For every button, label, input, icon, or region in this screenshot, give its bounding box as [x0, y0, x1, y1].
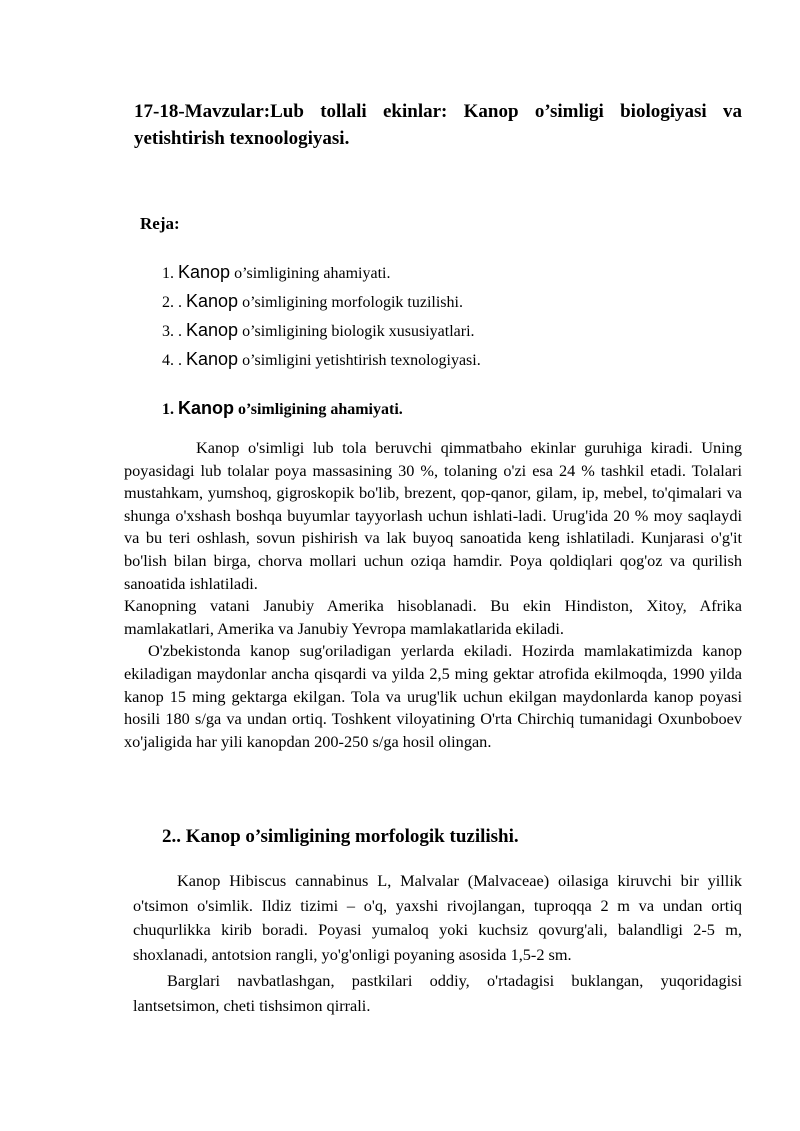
plan-item-text: o’simligini yetishtirish texnologiyasi.: [238, 352, 481, 369]
paragraph: Kanop Hibiscus cannabinus L, Malvalar (Malvaceae) oilasiga kiruvchi bir yillik o'tsimon o'simlik. Ildiz tizimi – o'q, yaxshi rivojlangan, tuproqqa 2 m va undan ortiq chuqurlikka kirib boradi. Poyasi yumaloq yoki kuchsiz qovurg'ali, balandligi 2-5 m, shoxlanadi, antotsion rangli, yo'g'onligi poyaning asosida 1,5-2 sm.: [133, 871, 742, 964]
section-2-body: [133, 869, 742, 1018]
paragraph: Barglari navbatlashgan, pastkilari oddiy, o'rtadagisi buklangan, yuqoridagisi lantsetsimon, cheti tishsimon qirrali.: [133, 971, 742, 1015]
section-1-body: [124, 437, 742, 753]
plan-item-text: o’simligining morfologik tuzilishi.: [238, 294, 463, 311]
paragraph: Kanopning vatani Janubiy Amerika hisoblanadi. Bu ekin Hindiston, Xitoy, Afrika mamlakatlari, Amerika va Janubiy Yevropa mamlakatlarida ekiladi.: [124, 596, 742, 638]
section-1-heading: [162, 398, 403, 419]
plan-item-number: 1.: [162, 265, 178, 282]
plan-list: [162, 258, 481, 374]
document-title: 17-18-Mavzular:Lub tollali ekinlar: Kanop o’simligi biologiyasi va yetishtirish texnoologiyasi.: [134, 101, 742, 149]
plan-label: Reja:: [140, 214, 180, 233]
plan-item-keyword: Kanop: [186, 291, 239, 311]
plan-item-number: 4. .: [162, 352, 186, 369]
section-2-heading: 2.. Kanop o’simligining morfologik tuzilishi.: [162, 826, 519, 847]
paragraph: O'zbekistonda kanop sug'oriladigan yerlarda ekiladi. Hozirda mamlakatimizda kanop ekiladigan maydonlar ancha qisqardi va yilda 2,5 ming gektar atrofida ekilmoqda, 1990 yilda kanop 15 ming gektarga ekilgan. Tola va urug'lik uchun ekilgan maydonlarda kanop poyasi hosili 180 s/ga va undan ortiq. Toshkent viloyatining O'rta Chirchiq tumanidagi Oxunboboev xo'jaligida har yili kanopdan 200-250 s/ga hosil olingan.: [124, 641, 742, 751]
section-1-keyword: Kanop: [178, 398, 234, 418]
plan-item-text: o’simligining ahamiyati.: [230, 265, 391, 282]
section-1-number: 1.: [162, 401, 178, 418]
section-1-title-text: o’simligining ahamiyati.: [234, 401, 403, 418]
plan-item-keyword: Kanop: [178, 262, 231, 282]
paragraph: Kanop o'simligi lub tola beruvchi qimmatbaho ekinlar guruhiga kiradi. Uning poyasidagi lub tolalar poya massasining 30 %, tolaning o'zi esa 24 % tashkil etadi. Tolalari mustahkam, yumshoq, gigroskopik bo'lib, brezent, qop-qanor, gilam, ip, mebel, to'qimalari va shunga o'xshash boshqa buyumlar tayyorlash uchun ishlati-ladi. Urug'ida 20 % moy saqlaydi va bu teri oshlash, sovun pishirish va lak buyoq sanoatida keng ishlatiladi. Kunjarasi o'g'it bo'lish bilan birga, chorva mollari uchun oziqa hamdir. Poya qoldiqlari qog'oz va qurilish sanoatida ishlatiladi.: [124, 438, 742, 593]
plan-item: [162, 258, 481, 287]
plan-item-keyword: Kanop: [186, 320, 239, 340]
plan-item-number: 3. .: [162, 323, 186, 340]
plan-item: [162, 345, 481, 374]
plan-item-number: 2. .: [162, 294, 186, 311]
plan-item: [162, 287, 481, 316]
plan-item-text: o’simligining biologik xususiyatlari.: [238, 323, 475, 340]
plan-item: [162, 316, 481, 345]
plan-item-keyword: Kanop: [186, 349, 239, 369]
